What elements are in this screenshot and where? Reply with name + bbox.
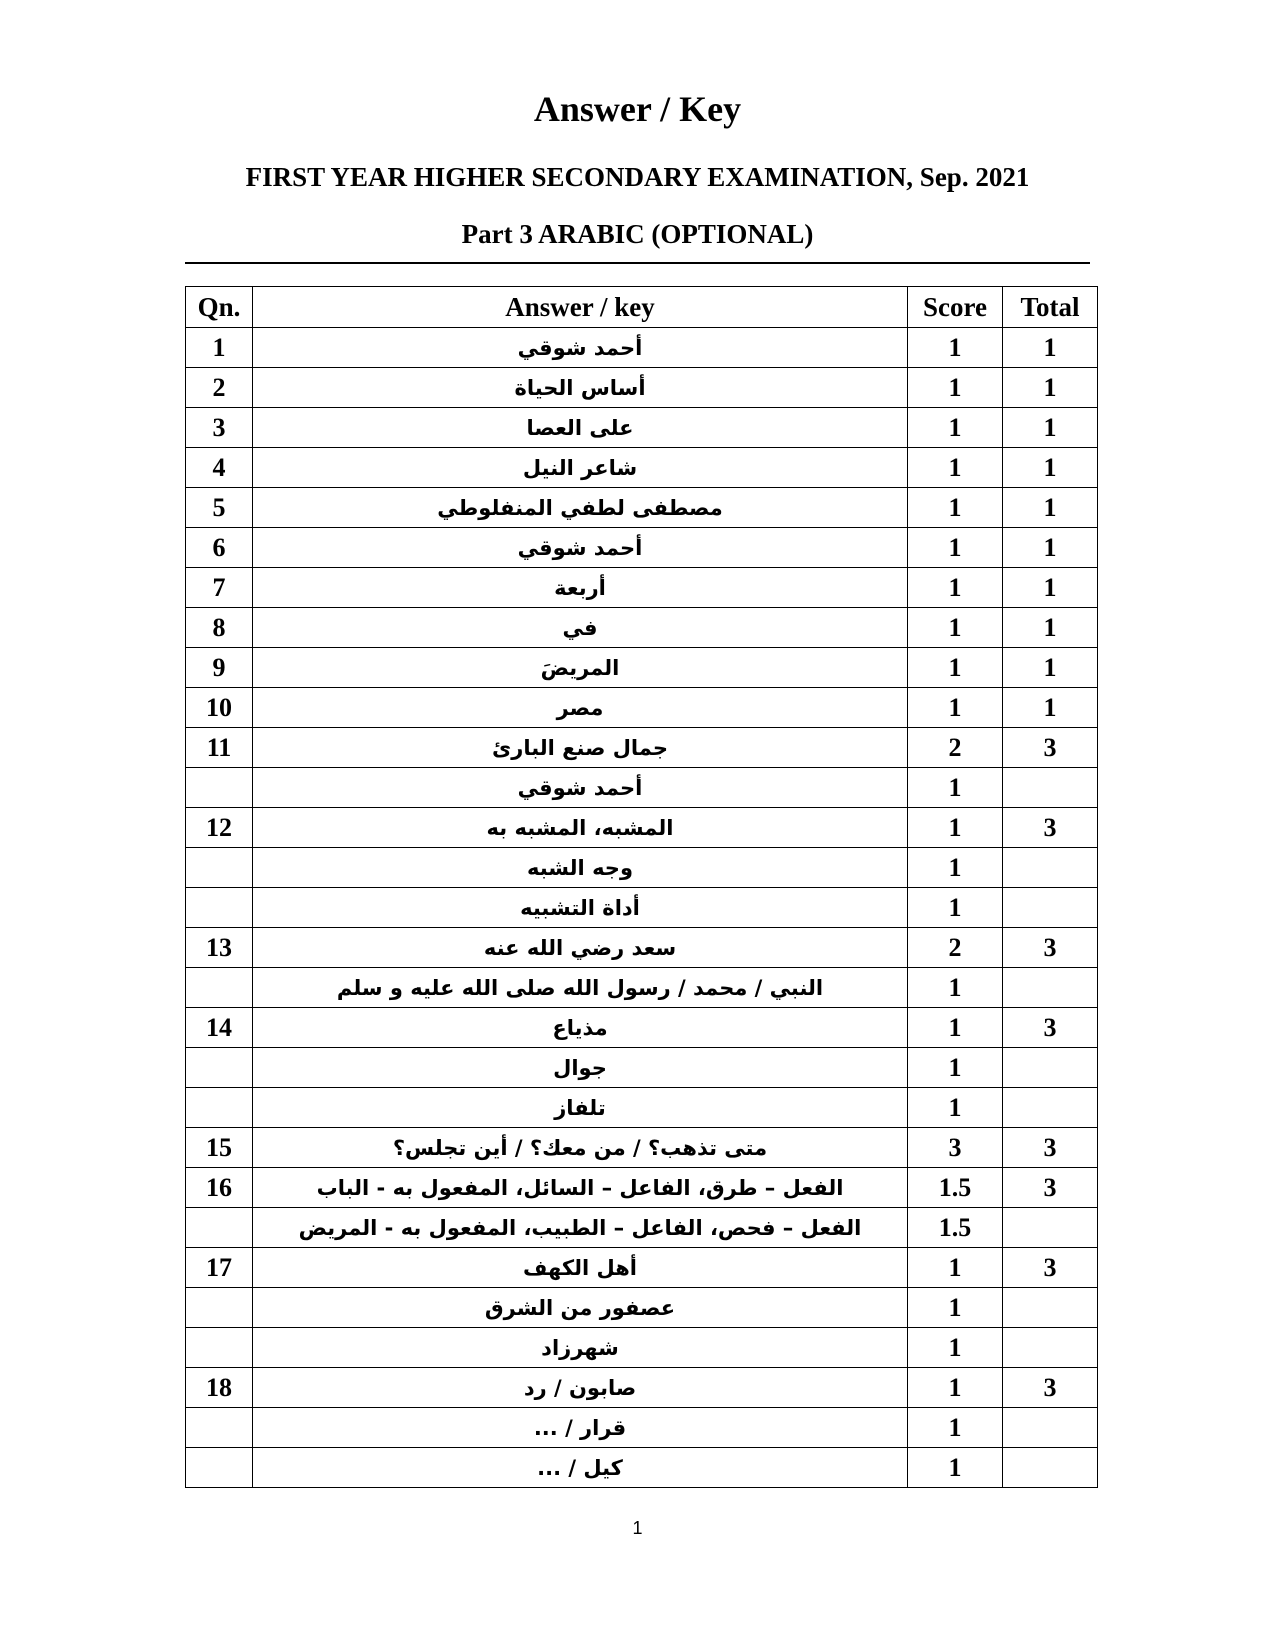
exam-title: FIRST YEAR HIGHER SECONDARY EXAMINATION, Sep. 2021: [245, 162, 1030, 192]
table-row: [186, 368, 1098, 408]
question-number-cell: 6: [186, 528, 253, 568]
total-cell: 3: [1003, 1248, 1098, 1288]
question-number-cell: 13: [186, 928, 253, 968]
score-cell: 1: [908, 568, 1003, 608]
answer-cell: أحمد شوقي: [253, 528, 908, 568]
score-cell: 2: [908, 728, 1003, 768]
answer-cell: سعد رضي الله عنه: [253, 928, 908, 968]
answer-cell: الفعل – طرق، الفاعل – السائل، المفعول به - الباب: [253, 1168, 908, 1208]
score-cell: 1.5: [908, 1208, 1003, 1248]
question-number-cell: 10: [186, 688, 253, 728]
table-row: [186, 968, 1098, 1008]
table-row: [186, 608, 1098, 648]
question-number-cell: 16: [186, 1168, 253, 1208]
score-cell: 1: [908, 1008, 1003, 1048]
answer-cell: كيل / ...: [253, 1448, 908, 1488]
total-cell: [1003, 1288, 1098, 1328]
score-cell: 1: [908, 1088, 1003, 1128]
total-cell: [1003, 1448, 1098, 1488]
total-cell: [1003, 968, 1098, 1008]
total-cell: [1003, 1088, 1098, 1128]
total-cell: 3: [1003, 1368, 1098, 1408]
table-row: [186, 688, 1098, 728]
question-number-cell: 1: [186, 328, 253, 368]
total-cell: [1003, 888, 1098, 928]
question-number-cell: [186, 1088, 253, 1128]
question-number-cell: [186, 1328, 253, 1368]
page-title: Answer / Key: [533, 89, 742, 129]
answer-cell: أحمد شوقي: [253, 768, 908, 808]
score-cell: 1: [908, 848, 1003, 888]
table-row: [186, 1368, 1098, 1408]
total-cell: 1: [1003, 368, 1098, 408]
table-row: [186, 728, 1098, 768]
header-divider: [185, 262, 1090, 264]
total-cell: [1003, 1048, 1098, 1088]
score-cell: 1: [908, 1328, 1003, 1368]
total-cell: 3: [1003, 1128, 1098, 1168]
answer-cell: شاعر النيل: [253, 448, 908, 488]
header-score: Score: [908, 287, 1003, 328]
answer-cell: وجه الشبه: [253, 848, 908, 888]
score-cell: 1: [908, 648, 1003, 688]
answer-cell: متى تذهب؟ / من معك؟ / أين تجلس؟: [253, 1128, 908, 1168]
answer-cell: أحمد شوقي: [253, 328, 908, 368]
answer-cell: صابون / رد: [253, 1368, 908, 1408]
table-row: [186, 528, 1098, 568]
total-cell: 1: [1003, 608, 1098, 648]
table-row: [186, 488, 1098, 528]
answer-cell: أهل الكهف: [253, 1248, 908, 1288]
answer-cell: المشبه، المشبه به: [253, 808, 908, 848]
score-cell: 1: [908, 1288, 1003, 1328]
table-row: [186, 1248, 1098, 1288]
answer-cell: في: [253, 608, 908, 648]
table-row: [186, 448, 1098, 488]
answer-cell: جوال: [253, 1048, 908, 1088]
table-row: [186, 408, 1098, 448]
answer-cell: شهرزاد: [253, 1328, 908, 1368]
question-number-cell: [186, 1048, 253, 1088]
question-number-cell: 17: [186, 1248, 253, 1288]
question-number-cell: 9: [186, 648, 253, 688]
table-row: [186, 928, 1098, 968]
answer-cell: النبي / محمد / رسول الله صلى الله عليه و سلم: [253, 968, 908, 1008]
question-number-cell: 2: [186, 368, 253, 408]
answer-cell: مذياع: [253, 1008, 908, 1048]
table-row: [186, 1448, 1098, 1488]
answer-cell: جمال صنع البارئ: [253, 728, 908, 768]
table-row: [186, 648, 1098, 688]
total-cell: [1003, 848, 1098, 888]
total-cell: 1: [1003, 568, 1098, 608]
total-cell: [1003, 1208, 1098, 1248]
table-row: [186, 1048, 1098, 1088]
total-cell: 1: [1003, 448, 1098, 488]
table-row: [186, 1288, 1098, 1328]
question-number-cell: [186, 968, 253, 1008]
score-cell: 1: [908, 528, 1003, 568]
score-cell: 1: [908, 368, 1003, 408]
score-cell: 1: [908, 448, 1003, 488]
total-cell: [1003, 768, 1098, 808]
question-number-cell: 7: [186, 568, 253, 608]
table-row: [186, 1328, 1098, 1368]
table-body: [186, 328, 1098, 1488]
header-answer: Answer / key: [253, 287, 908, 328]
question-number-cell: [186, 1288, 253, 1328]
total-cell: 3: [1003, 928, 1098, 968]
subject-title: Part 3 ARABIC (OPTIONAL): [461, 219, 814, 249]
answer-cell: المريضَ: [253, 648, 908, 688]
question-number-cell: 14: [186, 1008, 253, 1048]
question-number-cell: 12: [186, 808, 253, 848]
score-cell: 1: [908, 688, 1003, 728]
score-cell: 1: [908, 488, 1003, 528]
score-cell: 1: [908, 1248, 1003, 1288]
table-row: [186, 1088, 1098, 1128]
answer-cell: مصطفى لطفي المنفلوطي: [253, 488, 908, 528]
score-cell: 1: [908, 1408, 1003, 1448]
question-number-cell: 18: [186, 1368, 253, 1408]
total-cell: 3: [1003, 1008, 1098, 1048]
score-cell: 1: [908, 608, 1003, 648]
table-row: [186, 1128, 1098, 1168]
question-number-cell: 5: [186, 488, 253, 528]
header-question: Qn.: [186, 287, 253, 328]
table-row: [186, 808, 1098, 848]
score-cell: 1: [908, 408, 1003, 448]
question-number-cell: 15: [186, 1128, 253, 1168]
score-cell: 1: [908, 768, 1003, 808]
answer-cell: أداة التشبيه: [253, 888, 908, 928]
page-number: 1: [632, 1518, 643, 1538]
table-row: [186, 768, 1098, 808]
score-cell: 1: [908, 968, 1003, 1008]
question-number-cell: [186, 848, 253, 888]
table-row: [186, 888, 1098, 928]
total-cell: 1: [1003, 408, 1098, 448]
answer-cell: تلفاز: [253, 1088, 908, 1128]
question-number-cell: [186, 1208, 253, 1248]
question-number-cell: 3: [186, 408, 253, 448]
header-total: Total: [1003, 287, 1098, 328]
score-cell: 1: [908, 808, 1003, 848]
table-row: [186, 1168, 1098, 1208]
table-row: [186, 848, 1098, 888]
score-cell: 2: [908, 928, 1003, 968]
question-number-cell: 8: [186, 608, 253, 648]
total-cell: 1: [1003, 328, 1098, 368]
score-cell: 1: [908, 1368, 1003, 1408]
answer-cell: عصفور من الشرق: [253, 1288, 908, 1328]
total-cell: 1: [1003, 528, 1098, 568]
total-cell: 3: [1003, 1168, 1098, 1208]
total-cell: 1: [1003, 688, 1098, 728]
question-number-cell: [186, 888, 253, 928]
answer-cell: مصر: [253, 688, 908, 728]
score-cell: 1: [908, 888, 1003, 928]
table-row: [186, 1208, 1098, 1248]
question-number-cell: [186, 768, 253, 808]
answer-cell: أساس الحياة: [253, 368, 908, 408]
table-row: [186, 328, 1098, 368]
score-cell: 1: [908, 328, 1003, 368]
score-cell: 1.5: [908, 1168, 1003, 1208]
score-cell: 3: [908, 1128, 1003, 1168]
answer-cell: الفعل – فحص، الفاعل – الطبيب، المفعول به - المريض: [253, 1208, 908, 1248]
question-number-cell: [186, 1408, 253, 1448]
score-cell: 1: [908, 1448, 1003, 1488]
question-number-cell: 11: [186, 728, 253, 768]
table-row: [186, 568, 1098, 608]
question-number-cell: [186, 1448, 253, 1488]
table-row: [186, 1408, 1098, 1448]
total-cell: 3: [1003, 808, 1098, 848]
answer-cell: قرار / ...: [253, 1408, 908, 1448]
question-number-cell: 4: [186, 448, 253, 488]
total-cell: 1: [1003, 488, 1098, 528]
total-cell: [1003, 1328, 1098, 1368]
answer-cell: أربعة: [253, 568, 908, 608]
answer-cell: على العصا: [253, 408, 908, 448]
table-header-row: [186, 287, 1098, 328]
total-cell: 3: [1003, 728, 1098, 768]
score-cell: 1: [908, 1048, 1003, 1088]
table-row: [186, 1008, 1098, 1048]
answer-key-table: [185, 286, 1098, 1488]
total-cell: 1: [1003, 648, 1098, 688]
total-cell: [1003, 1408, 1098, 1448]
